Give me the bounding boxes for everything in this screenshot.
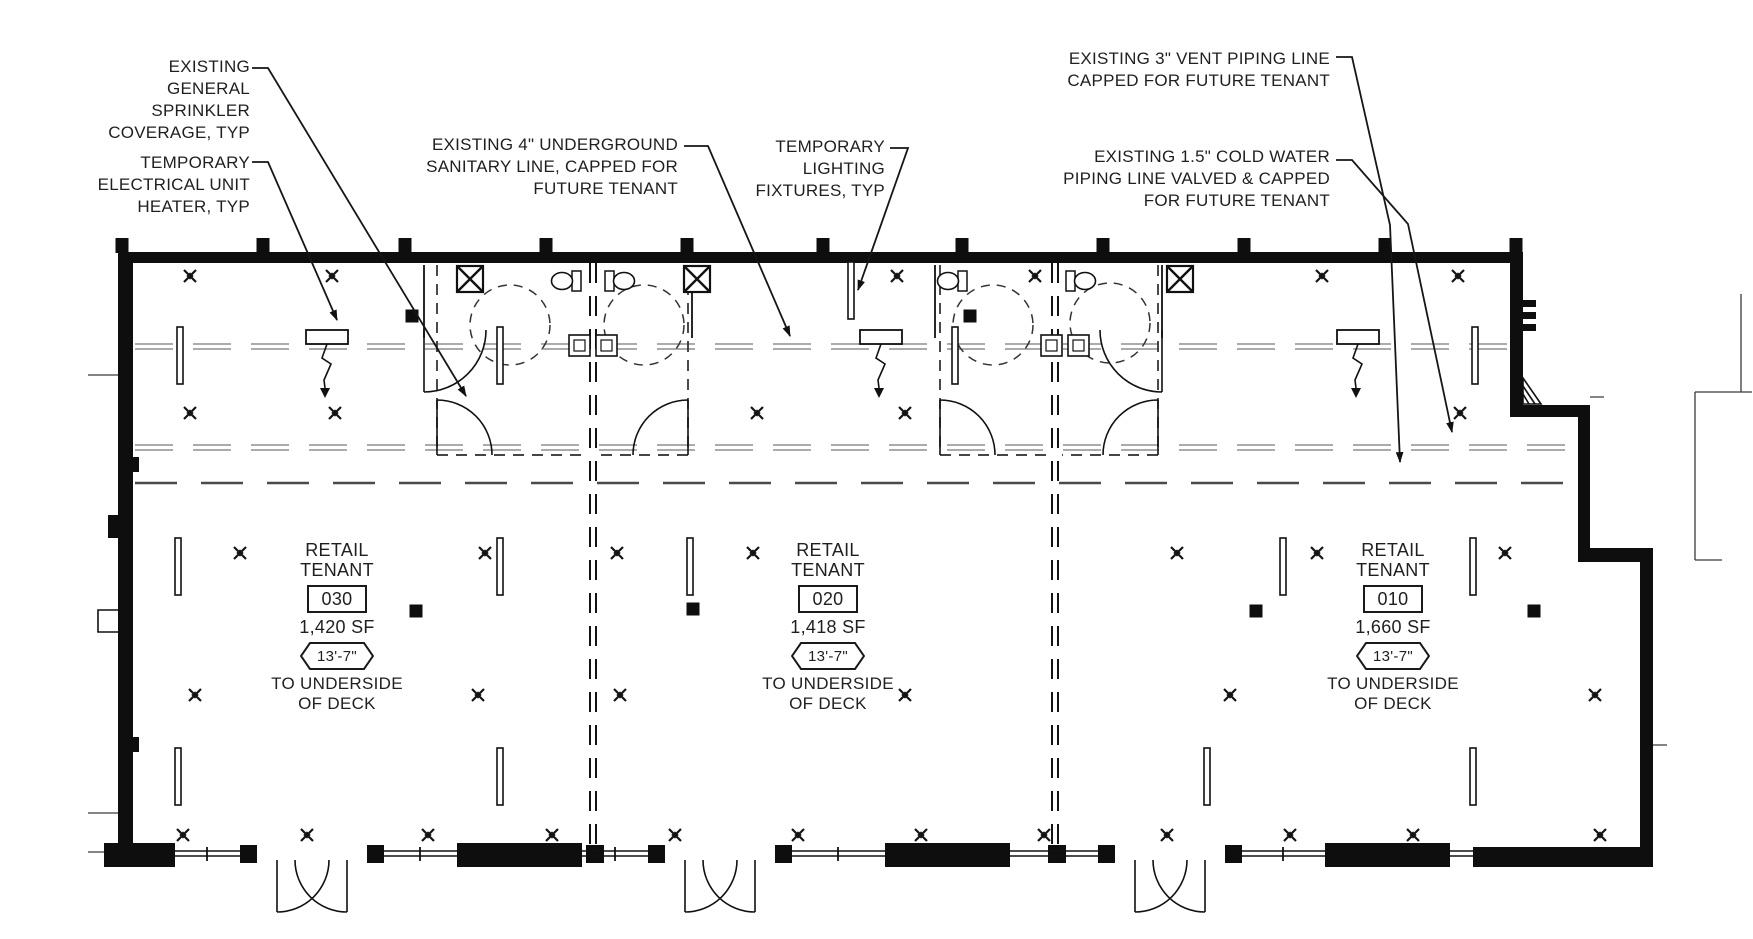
pilaster-tick xyxy=(257,238,270,253)
callout-line: GENERAL xyxy=(167,79,250,98)
junction-box-symbol xyxy=(687,603,700,616)
sprinkler-head-symbol xyxy=(329,407,341,419)
callout-line: SANITARY LINE, CAPPED FOR xyxy=(426,157,678,176)
callout-lighting xyxy=(755,136,885,202)
clear-height-value: 13'-7" xyxy=(316,648,358,665)
sprinkler-head-symbol xyxy=(1407,829,1419,841)
callout-line: EXISTING 1.5" COLD WATER xyxy=(1094,147,1330,166)
tenant-area: 1,420 SF xyxy=(299,617,375,637)
pilaster-tick xyxy=(956,238,969,253)
callout-line: EXISTING 4" UNDERGROUND xyxy=(431,135,678,154)
light-fixture-symbol xyxy=(497,327,503,384)
light-fixture-symbol xyxy=(952,327,958,384)
deck-note: TO UNDERSIDE xyxy=(762,674,894,693)
clear-height-value: 13'-7" xyxy=(807,648,849,665)
pilaster-tick xyxy=(817,238,830,253)
sprinkler-head-symbol xyxy=(1029,270,1041,282)
junction-box-symbol xyxy=(1250,605,1263,618)
callout-cold-water xyxy=(1063,146,1330,212)
sprinkler-head-symbol xyxy=(184,407,196,419)
callout-line: TEMPORARY xyxy=(775,137,885,156)
light-fixture-symbol xyxy=(1280,538,1286,595)
callout-line: EXISTING 3" VENT PIPING LINE xyxy=(1068,49,1330,68)
tenant-label-020 xyxy=(733,540,923,714)
callout-line: EXISTING xyxy=(168,57,250,76)
sprinkler-head-symbol xyxy=(915,829,927,841)
light-fixture-symbol xyxy=(497,538,503,595)
sprinkler-head-symbol xyxy=(792,829,804,841)
toilet-symbol xyxy=(605,271,635,291)
tenant-number-box: 010 xyxy=(1363,585,1424,613)
column-symbol xyxy=(1167,266,1193,292)
tenant-name: TENANT xyxy=(300,560,374,580)
sprinkler-head-symbol xyxy=(422,829,434,841)
toilet-symbol xyxy=(552,271,582,291)
sprinkler-head-symbol xyxy=(1589,689,1601,701)
tenant-name: RETAIL xyxy=(796,540,860,560)
callout-sanitary xyxy=(426,134,678,200)
tenant-area: 1,660 SF xyxy=(1355,617,1431,637)
junction-box-symbol xyxy=(406,310,419,323)
callout-line: COVERAGE, TYP xyxy=(108,123,250,142)
pilaster-tick xyxy=(540,238,553,253)
column-symbol xyxy=(457,266,483,292)
tenant-label-030 xyxy=(242,540,432,714)
sprinkler-head-symbol xyxy=(479,547,491,559)
deck-note: TO UNDERSIDE xyxy=(1327,674,1459,693)
junction-box-symbol xyxy=(1528,605,1541,618)
callout-line: HEATER, TYP xyxy=(137,197,250,216)
unit-heater-symbol xyxy=(1337,330,1379,398)
sprinkler-head-symbol xyxy=(326,270,338,282)
pilaster-tick xyxy=(116,238,129,253)
callout-line: SPRINKLER xyxy=(151,101,250,120)
pilaster-tick xyxy=(1379,238,1392,253)
callout-vent xyxy=(1067,48,1330,92)
roof-access-detail xyxy=(1523,300,1541,404)
callout-line: TEMPORARY xyxy=(140,153,250,172)
tenant-name: TENANT xyxy=(1356,560,1430,580)
clear-height-tag xyxy=(733,642,923,670)
pilaster-tick xyxy=(399,238,412,253)
sprinkler-head-symbol xyxy=(1452,270,1464,282)
callout-line: CAPPED FOR FUTURE TENANT xyxy=(1067,71,1330,90)
sprinkler-head-symbol xyxy=(751,407,763,419)
toilet-symbol xyxy=(938,271,968,291)
light-fixture-symbol xyxy=(497,748,503,805)
sprinkler-head-symbol xyxy=(1499,547,1511,559)
pilaster-tick xyxy=(1238,238,1251,253)
callout-heater xyxy=(98,152,250,218)
sprinkler-head-symbol xyxy=(891,270,903,282)
pilaster-tick xyxy=(681,238,694,253)
light-fixture-symbol xyxy=(1472,327,1478,384)
callout-line: FIXTURES, TYP xyxy=(755,181,885,200)
sprinkler-head-symbol xyxy=(899,407,911,419)
clear-height-value: 13'-7" xyxy=(1372,648,1414,665)
unit-heater-symbol xyxy=(860,330,902,398)
deck-note: OF DECK xyxy=(1354,694,1432,713)
callout-line: LIGHTING xyxy=(802,159,885,178)
sprinkler-head-symbol xyxy=(177,829,189,841)
tenant-area: 1,418 SF xyxy=(790,617,866,637)
tenant-label-010 xyxy=(1298,540,1488,714)
light-fixture-symbol xyxy=(177,327,183,384)
light-fixture-symbol xyxy=(1470,748,1476,805)
sprinkler-head-symbol xyxy=(1038,829,1050,841)
lavatory-symbol xyxy=(1041,335,1062,356)
callout-line: ELECTRICAL UNIT xyxy=(97,175,250,194)
lavatory-symbol xyxy=(596,335,617,356)
junction-box-symbol xyxy=(964,310,977,323)
pilaster-tick xyxy=(1097,238,1110,253)
restroom-cores xyxy=(424,265,1162,455)
sprinkler-head-symbol xyxy=(184,270,196,282)
clear-height-tag xyxy=(242,642,432,670)
callout-sprinkler xyxy=(108,56,250,144)
lavatory-symbol xyxy=(1068,335,1089,356)
light-fixture-symbol xyxy=(175,748,181,805)
tenant-number-box: 020 xyxy=(798,585,859,613)
sprinkler-head-symbol xyxy=(1316,270,1328,282)
sprinkler-head-symbol xyxy=(669,829,681,841)
sprinkler-head-symbol xyxy=(1594,829,1606,841)
sprinkler-head-symbol xyxy=(1224,689,1236,701)
sprinkler-head-symbol xyxy=(614,689,626,701)
light-fixture-symbol xyxy=(1204,748,1210,805)
sprinkler-head-symbol xyxy=(546,829,558,841)
deck-note: OF DECK xyxy=(298,694,376,713)
unit-heater-symbol xyxy=(306,330,348,398)
clear-height-tag xyxy=(1298,642,1488,670)
column-symbol xyxy=(684,266,710,292)
tenant-number-box: 030 xyxy=(307,585,368,613)
tenant-name: TENANT xyxy=(791,560,865,580)
tenant-name: RETAIL xyxy=(305,540,369,560)
sprinkler-head-symbol xyxy=(472,689,484,701)
light-fixture-symbol xyxy=(848,262,854,319)
deck-note: TO UNDERSIDE xyxy=(271,674,403,693)
callout-line: PIPING LINE VALVED & CAPPED xyxy=(1063,169,1330,188)
sprinkler-head-symbol xyxy=(301,829,313,841)
callout-line: FOR FUTURE TENANT xyxy=(1143,191,1330,210)
sprinkler-head-symbol xyxy=(189,689,201,701)
top-wall-pilasters xyxy=(116,238,1523,253)
toilet-symbol xyxy=(1066,271,1096,291)
sprinkler-head-symbol xyxy=(1171,547,1183,559)
tenant-name: RETAIL xyxy=(1361,540,1425,560)
pilaster-tick xyxy=(1510,238,1523,253)
deck-note: OF DECK xyxy=(789,694,867,713)
sprinkler-head-symbol xyxy=(1161,829,1173,841)
sprinkler-head-symbol xyxy=(611,547,623,559)
lavatory-symbol xyxy=(569,335,590,356)
light-fixture-symbol xyxy=(687,538,693,595)
leader-sprinkler xyxy=(252,68,466,396)
light-fixture-symbol xyxy=(175,538,181,595)
callout-line: FUTURE TENANT xyxy=(533,179,678,198)
sprinkler-head-symbol xyxy=(1284,829,1296,841)
entry-doors xyxy=(277,860,1205,912)
sprinkler-head-symbol xyxy=(1454,407,1466,419)
